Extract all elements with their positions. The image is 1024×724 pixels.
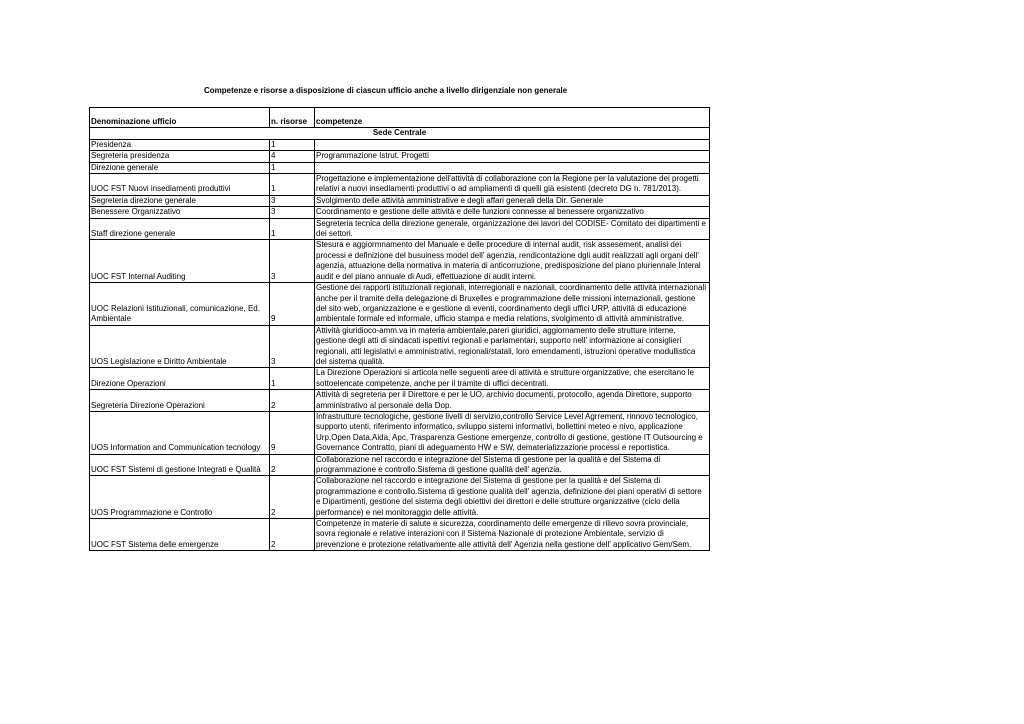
competences-cell: Segreteria tecnica della direzione generale, organizzazione dei lavori del CODISE- Comitato dei dipartimenti e dei settori. bbox=[315, 218, 710, 240]
office-name-cell: Staff direzione generale bbox=[90, 218, 270, 240]
resources-cell: 3 bbox=[270, 325, 315, 368]
office-name-cell: UOS Legislazione e Diritto Ambientale bbox=[90, 325, 270, 368]
resources-cell: 4 bbox=[270, 151, 315, 162]
table-row bbox=[90, 476, 710, 519]
resources-cell: 1 bbox=[270, 174, 315, 196]
table-row bbox=[90, 240, 710, 283]
office-name-cell: Presidenza bbox=[90, 139, 270, 150]
competences-cell bbox=[315, 139, 710, 150]
page-title: Competenze e risorse a disposizione di ciascun ufficio anche a livello dirigenziale non generale bbox=[204, 86, 568, 95]
table-row bbox=[90, 151, 710, 162]
office-name-cell: UOS Information and Communication tecnology bbox=[90, 411, 270, 454]
office-name-cell: Direzione Operazioni bbox=[90, 368, 270, 390]
table-row bbox=[90, 325, 710, 368]
office-name-cell: Segreteria presidenza bbox=[90, 151, 270, 162]
competences-cell: Collaborazione nel raccordo e integrazione del Sistema di gestione per la qualità e del Sistema di programmazione e controllo.Sistema di gestione qualità dell' agenzia. bbox=[315, 454, 710, 476]
table-row bbox=[90, 207, 710, 218]
office-name-cell: Benessere Organizzativo bbox=[90, 207, 270, 218]
competences-cell: Svolgimento delle attività amministrative e degli affari generali della Dir. Generale bbox=[315, 195, 710, 206]
competences-cell: La Direzione Operazioni si articola nelle seguenti aree di attività e strutture organizzative, che esercitano le sottoelencate competenze, anche per il tramite di uffici decentrati. bbox=[315, 368, 710, 390]
table-row bbox=[90, 174, 710, 196]
competences-cell: Progettazione e implementazione dell'attività di collaborazione con la Regione per la valutazione dei progetti relativi a nuovi insediamenti produttivi o ad ampliamenti di quelli già esistenti (decreto DG n. 781/2013). bbox=[315, 174, 710, 196]
resources-cell: 2 bbox=[270, 390, 315, 412]
resources-cell: 1 bbox=[270, 162, 315, 173]
competences-cell: Programmazione Istrut. Progetti bbox=[315, 151, 710, 162]
table-header-row bbox=[90, 117, 710, 128]
table-row bbox=[90, 139, 710, 150]
office-name-cell: Direzione generale bbox=[90, 162, 270, 173]
competences-cell: Coordinamento e gestione delle attività e delle funzioni connesse al benessere organizzativo bbox=[315, 207, 710, 218]
competences-cell: Attività di segreteria per il Direttore e per le UO, archivio documenti, protocollo, agenda Direttore, supporto amministrativo al personale della Dop. bbox=[315, 390, 710, 412]
office-name-cell: UOC FST Sistema delle emergenze bbox=[90, 519, 270, 551]
office-name-cell: UOC FST Internal Auditing bbox=[90, 240, 270, 283]
office-name-cell: UOC FST Sistemi di gestione Integrati e Qualità bbox=[90, 454, 270, 476]
office-name-cell: Segreteria direzione generale bbox=[90, 195, 270, 206]
table-row bbox=[90, 218, 710, 240]
office-name-cell: UOS Programmazione e Controllo bbox=[90, 476, 270, 519]
table-row bbox=[90, 162, 710, 173]
office-name-cell: Segreteria Direzione Operazioni bbox=[90, 390, 270, 412]
competences-cell: Stesura e aggiormnamento del Manuale e delle procedure di internal audit, risk assesement, analisi dei processi e definizione del busuiness model dell' agenzia, rendicontazione dgli audit realizzati agli organi dell' agenzia, attuazione della normativa in materia di anticorruzione, predisposizione del piano pluriennale Interal audit e del piano annuale di Audi, effettuazione di audit interni. bbox=[315, 240, 710, 283]
resources-cell: 1 bbox=[270, 218, 315, 240]
table-row bbox=[90, 283, 710, 326]
table-row bbox=[90, 519, 710, 551]
competences-cell: Competenze in materie di salute e sicurezza, coordinamento delle emergenze di rilievo sovra provinciale, sovra regionale e relative interazioni con il Sistema Nazionale di protezione Ambientale, servizio di prevenzione e protezione relativamente alle attività dell' Agenzia nella gestione dell' applicativo Gem/Sem. bbox=[315, 519, 710, 551]
resources-cell: 9 bbox=[270, 283, 315, 326]
resources-cell: 2 bbox=[270, 476, 315, 519]
header-competences: competenze bbox=[315, 117, 710, 128]
table-row bbox=[90, 411, 710, 454]
header-name: Denominazione ufficio bbox=[90, 117, 270, 128]
table-spacer-row bbox=[90, 108, 710, 118]
resources-cell: 1 bbox=[270, 139, 315, 150]
competences-cell: Collaborazione nel raccordo e integrazione del Sistema di gestione per la qualità e del Sistema di programmazione e controllo.Sistema di gestione qualità dell' agenzia, definizione dei piani operativi di settore e Dipartimenti, gestione del sistema degli obiettivi dei direttori e delle strutture organizzative (ciclo della performance) e nel monitoraggio delle attività. bbox=[315, 476, 710, 519]
section-title: Sede Centrale bbox=[90, 128, 710, 139]
competences-cell: Infrastrutture tecnologiche, gestione livelli di servizio,controllo Service Level Agrrement, rinnovo tecnologico, supporto utenti, riferimento informatico, sviluppo sistemi informativi, bollettini meteo e nivo, applicazione Urp,Open Data,Aida, Apc, Trasparenza Gestione emergenze, controllo di gestione, gestione IT Outsourcing e Governance Contratto, piani di adeguamento HW e SW, dematerializzazione processi e reportistica. bbox=[315, 411, 710, 454]
office-name-cell: UOC FST Nuovi insediamenti produttivi bbox=[90, 174, 270, 196]
section-row bbox=[90, 128, 710, 139]
table-row bbox=[90, 368, 710, 390]
header-resources: n. risorse bbox=[270, 117, 315, 128]
resources-cell: 2 bbox=[270, 519, 315, 551]
competences-cell: Gestione dei rapporti istituzionali regionali, interregionali e nazionali, coordinamento delle attività internazionali anche per il tramite della delegazione di Bruxelles e programmazione delle missioni internazionali, gestione del sito web, organizzazione e e gestione di eventi, coordinamento degli uffici URP, attività di educazione ambientale formale ed informale, ufficio stampa e media relations, svolgimento di attività amministrative. bbox=[315, 283, 710, 326]
resources-cell: 2 bbox=[270, 454, 315, 476]
resources-cell: 9 bbox=[270, 411, 315, 454]
office-name-cell: UOC Relazioni Istituzionali, comunicazione, Ed. Ambientale bbox=[90, 283, 270, 326]
resources-cell: 3 bbox=[270, 207, 315, 218]
table-row bbox=[90, 454, 710, 476]
table-row bbox=[90, 195, 710, 206]
resources-cell: 3 bbox=[270, 240, 315, 283]
resources-cell: 3 bbox=[270, 195, 315, 206]
competences-cell bbox=[315, 162, 710, 173]
table-row bbox=[90, 390, 710, 412]
offices-table bbox=[89, 107, 710, 551]
resources-cell: 1 bbox=[270, 368, 315, 390]
competences-cell: Attività giuridioco-amm.va in materia ambientale,pareri giuridici, aggiornamento delle strutture interne, gestione degli atti di sindacati ispettivi regionali e parlamentari, supporto nell' informazione ai consiglieri regionali, atti legislativi e amministrativi, regionali/statali, loro emendamenti, istruzioni operative modullistica del sistema qualità. bbox=[315, 325, 710, 368]
